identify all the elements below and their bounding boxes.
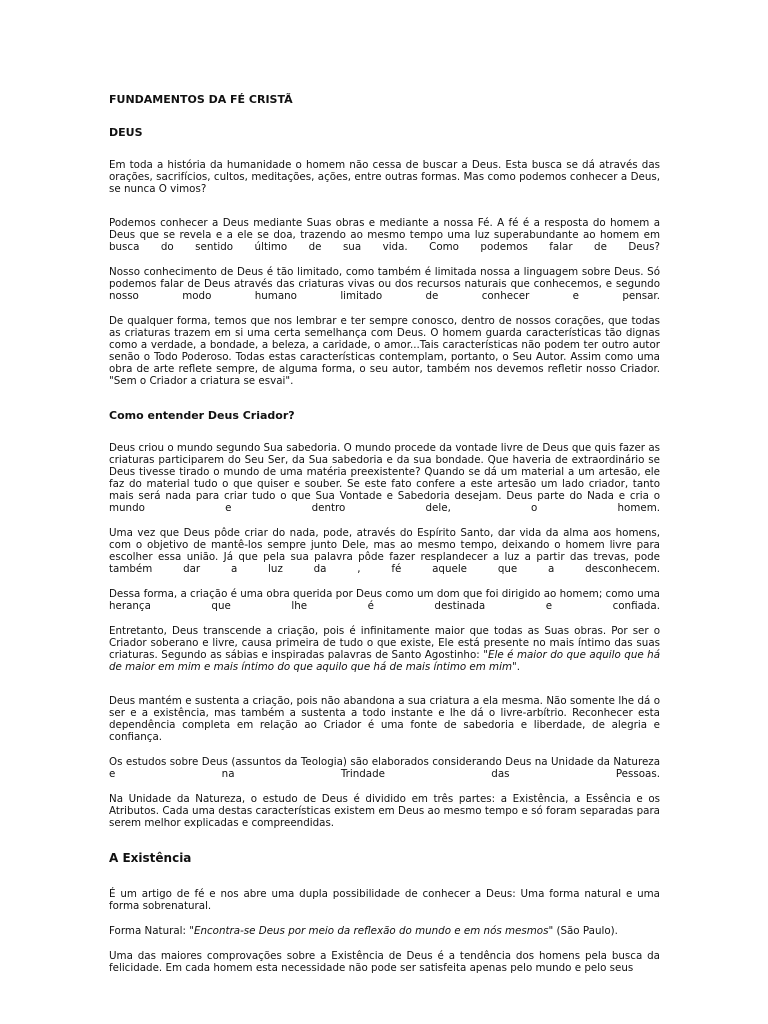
paragraph-14: Uma das maiores comprovações sobre a Existência de Deus é a tendência dos homens pela busca da felicidade. Em cada homem esta necessidade não pode ser satisfeita apenas pelo mundo e pelo seus (109, 950, 660, 974)
paragraph-5: Deus criou o mundo segundo Sua sabedoria. O mundo procede da vontade livre de Deus que quis fazer as criaturas participarem do Seu Ser, da Sua sabedoria e da sua bondade. Que haveria de extraordinário se Deus tivesse tirado o mundo de uma matéria preexistente? Quando se dá um material a um artesão, ele faz do material tudo o que quiser e souber. Se este fato confere a este artesão um lado criador, tanto mais será nada para criar tudo o que Sua Vontade e Sabedoria desejam. Deus parte do Nada e cria o mundo e dentro dele, o homem. (109, 442, 660, 514)
paragraph-7: Dessa forma, a criação é uma obra querida por Deus como um dom que foi dirigido ao homem; como uma herança que lhe é destinada e confiada. (109, 588, 660, 612)
paragraph-12: É um artigo de fé e nos abre uma dupla possibilidade de conhecer a Deus: Uma forma natural e uma forma sobrenatural. (109, 888, 660, 912)
heading-existencia: A Existência (109, 851, 192, 865)
paragraph-4: De qualquer forma, temos que nos lembrar e ter sempre conosco, dentro de nossos corações, que todas as criaturas trazem em si uma certa semelhança com Deus. O homem guarda características tão dignas como a verdade, a bondade, a beleza, a caridade, o amor...Tais características não podem ter outro autor senão o Todo Poderoso. Todas estas características contemplam, portanto, o Seu Autor. Assim como uma obra de arte reflete sempre, de alguma forma, o seu autor, também nos devemos refletir nosso Criador. "Sem o Criador a criatura se esvai". (109, 315, 660, 387)
paragraph-8-end: ". (511, 661, 520, 673)
paragraph-13-end: " (São Paulo). (548, 925, 618, 937)
paragraph-8 (109, 625, 660, 673)
augustine-quote: Ele é maior do que aquilo que há de maior em mim e mais íntimo do que aquilo que há de mais íntimo em mim (109, 649, 661, 673)
paragraph-2: Podemos conhecer a Deus mediante Suas obras e mediante a nossa Fé. A fé é a resposta do homem a Deus que se revela e a ele se doa, trazendo ao mesmo tempo uma luz superabundante ao homem em busca do sentido último de sua vida. Como podemos falar de Deus? (109, 217, 660, 253)
paragraph-8-text: Entretanto, Deus transcende a criação, pois é infinitamente maior que todas as Suas obras. Por ser o Criador soberano e livre, causa primeira de tudo o que existe, Ele está presente no mais íntimo das suas criaturas. Segundo as sábias e inspiradas palavras de Santo Agostinho: " (109, 625, 660, 661)
paragraph-3: Nosso conhecimento de Deus é tão limitado, como também é limitada nossa a linguagem sobre Deus. Só podemos falar de Deus através das criaturas vivas ou dos recursos naturais que conhecemos, e segundo nosso modo humano limitado de conhecer e pensar. (109, 266, 660, 302)
document-title: FUNDAMENTOS DA FÉ CRISTÃ (109, 93, 293, 106)
paragraph-9: Deus mantém e sustenta a criação, pois não abandona a sua criatura a ela mesma. Não somente lhe dá o ser e a existência, mas também a sustenta a todo instante e lhe dá o livre-arbítrio. Reconhecer esta dependência completa em relação ao Criador é uma fonte de sabedoria e liberdade, de alegria e confiança. (109, 695, 660, 743)
section-heading-deus: DEUS (109, 126, 143, 139)
paragraph-11: Na Unidade da Natureza, o estudo de Deus é dividido em três partes: a Existência, a Essência e os Atributos. Cada uma destas características existem em Deus ao mesmo tempo e só foram separadas para serem melhor explicadas e compreendidas. (109, 793, 660, 829)
paragraph-10: Os estudos sobre Deus (assuntos da Teologia) são elaborados considerando Deus na Unidade da Natureza e na Trindade das Pessoas. (109, 756, 660, 780)
heading-deus-criador: Como entender Deus Criador? (109, 409, 295, 422)
paragraph-6: Uma vez que Deus pôde criar do nada, pode, através do Espírito Santo, dar vida da alma aos homens, com o objetivo de mantê-los sempre junto Dele, mas ao mesmo tempo, deixando o homem livre para escolher essa união. Já que pela sua palavra pôde fazer resplandecer a luz a partir das trevas, pode também dar a luz da , fé aquele que a desconhecem. (109, 527, 660, 575)
paragraph-13 (109, 925, 660, 937)
sao-paulo-quote: Encontra-se Deus por meio da reflexão do mundo e em nós mesmos (193, 925, 549, 937)
paragraph-13-label: Forma Natural: " (109, 925, 194, 937)
paragraph-1: Em toda a história da humanidade o homem não cessa de buscar a Deus. Esta busca se dá através das orações, sacrifícios, cultos, meditações, ações, entre outras formas. Mas como podemos conhecer a Deus, se nunca O vimos? (109, 159, 660, 195)
